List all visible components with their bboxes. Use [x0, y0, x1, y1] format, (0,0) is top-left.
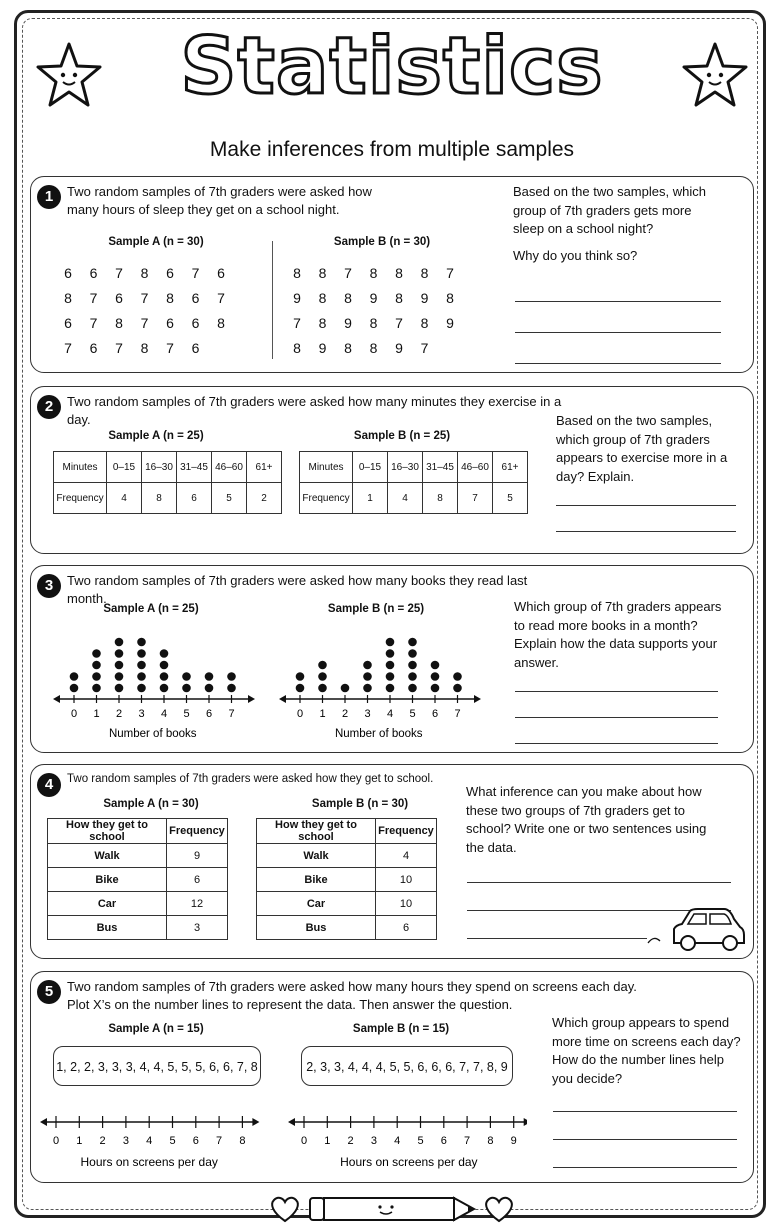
tick-label: 8 [239, 1135, 246, 1147]
tick-label: 4 [160, 708, 168, 720]
answer-line[interactable] [556, 505, 736, 506]
data-dot [92, 661, 101, 670]
data-dot [363, 684, 372, 693]
tick-label: 7 [228, 708, 235, 720]
side-question: Based on the two samples, which group of 7th graders appears to exercise more in a day? Explain. [556, 413, 728, 484]
data-dot [296, 684, 305, 693]
data-value: 9 [395, 340, 403, 356]
sample-b-label: Sample B (n = 15) [352, 1023, 450, 1035]
car-icon [646, 905, 746, 955]
data-dot [431, 661, 440, 670]
data-value: 7 [166, 340, 174, 356]
data-value: 8 [344, 340, 352, 356]
bin-label: 0–15 [353, 452, 388, 483]
data-dot [453, 684, 462, 693]
data-dot [386, 684, 395, 693]
data-value: 7 [293, 315, 301, 331]
sample-a-label: Sample A (n = 25) [108, 430, 204, 442]
data-dot [318, 684, 327, 693]
page-subtitle: Make inferences from multiple samples [209, 138, 575, 161]
sample-b-table [299, 451, 528, 514]
sample-b-label: Sample B (n = 30) [311, 798, 409, 810]
bin-label: 46–60 [458, 452, 493, 483]
frequency-cell: 2 [247, 483, 282, 514]
frequency-cell: 4 [107, 483, 142, 514]
data-dot [92, 649, 101, 658]
answer-line[interactable] [467, 882, 731, 883]
bin-label: 61+ [247, 452, 282, 483]
tick-label: 2 [115, 708, 123, 720]
answer-line[interactable] [553, 1167, 737, 1168]
sample-a-table [47, 818, 228, 940]
tick-label: 3 [138, 708, 145, 720]
data-value: 8 [115, 315, 123, 331]
sample-b-number-line[interactable] [287, 1106, 527, 1176]
bin-label: 16–30 [142, 452, 177, 483]
frequency-cell: 10 [376, 868, 437, 892]
axis-label: Number of books [108, 728, 197, 740]
data-value: 6 [115, 290, 123, 306]
tick-label: 7 [216, 1135, 223, 1147]
data-value: 6 [191, 290, 200, 306]
data-value: 9 [446, 315, 454, 331]
data-dot [115, 684, 124, 693]
tick-label: 7 [454, 708, 461, 720]
data-dot [318, 661, 327, 670]
tick-label: 3 [370, 1135, 377, 1147]
data-dot [386, 649, 395, 658]
mode-label: Bus [257, 916, 376, 940]
tick-label: 4 [394, 1135, 401, 1147]
sample-b-label: Sample B (n = 25) [353, 430, 451, 442]
question-number: 2 [37, 395, 61, 419]
data-dot [296, 672, 305, 681]
frequency-cell: 6 [376, 916, 437, 940]
data-dot [408, 649, 417, 658]
data-dot [160, 672, 169, 681]
data-value: 8 [395, 290, 403, 306]
data-value: 6 [64, 265, 72, 281]
sample-b-table [256, 818, 437, 940]
tick-label: 2 [99, 1135, 106, 1147]
sample-a-dot-plot [31, 621, 271, 746]
frequency-cell: 6 [167, 868, 228, 892]
question-number: 1 [37, 185, 61, 209]
data-dot [341, 684, 350, 693]
mode-label: Bike [48, 868, 167, 892]
frequency-cell: 1 [353, 483, 388, 514]
data-dot [137, 649, 146, 658]
axis-label: Number of books [334, 728, 423, 740]
data-value: 8 [395, 265, 403, 281]
data-value: 8 [318, 265, 327, 281]
frequency-cell: 5 [493, 483, 528, 514]
answer-line[interactable] [553, 1139, 737, 1140]
data-value: 7 [115, 265, 123, 281]
bin-label: 31–45 [423, 452, 458, 483]
data-value: 8 [344, 290, 352, 306]
data-dot [363, 661, 372, 670]
data-dot [115, 661, 124, 670]
question-prompt: Two random samples of 7th graders were asked how many minutes they exercise in a day. [67, 394, 562, 427]
data-dot [408, 672, 417, 681]
question-prompt: Two random samples of 7th graders were asked how many hours of sleep they get on a school night. [67, 184, 372, 217]
mode-label: Bike [257, 868, 376, 892]
answer-line[interactable] [515, 743, 718, 744]
data-value: 9 [344, 315, 352, 331]
mode-label: Walk [48, 844, 167, 868]
tick-label: 6 [440, 1135, 447, 1147]
page-title: Statistics [180, 22, 604, 112]
tick-label: 0 [300, 1135, 308, 1147]
answer-line[interactable] [515, 332, 721, 333]
tick-label: 2 [347, 1135, 354, 1147]
arrow-left [40, 1118, 47, 1126]
data-value: 8 [293, 265, 301, 281]
sample-a-label: Sample A (n = 30) [108, 236, 204, 248]
data-value: 9 [318, 340, 327, 356]
question-5-box [30, 971, 754, 1183]
data-dot [453, 672, 462, 681]
data-dot [137, 638, 146, 647]
data-dot [115, 649, 124, 658]
tick-label: 1 [324, 1135, 331, 1147]
data-value: 8 [318, 290, 327, 306]
tick-label: 6 [192, 1135, 199, 1147]
arrow-right [252, 1118, 259, 1126]
column-header: Frequency [167, 819, 228, 844]
mode-label: Car [257, 892, 376, 916]
answer-line[interactable] [515, 717, 718, 718]
column-header: How they get to school [257, 819, 376, 844]
sample-b-label: Sample B (n = 30) [333, 236, 431, 248]
bin-label: 31–45 [177, 452, 212, 483]
tick-label: 7 [464, 1135, 471, 1147]
data-value: 7 [140, 290, 149, 306]
tick-label: 3 [364, 708, 371, 720]
data-dot [386, 638, 395, 647]
frequency-cell: 8 [423, 483, 458, 514]
data-value: 8 [369, 265, 378, 281]
data-dot [386, 661, 395, 670]
data-dot [182, 672, 191, 681]
sample-a-data: 1, 2, 2, 3, 3, 3, 4, 4, 5, 5, 5, 6, 6, 7, 8 [53, 1046, 261, 1086]
data-value: 7 [191, 265, 200, 281]
mode-label: Walk [257, 844, 376, 868]
data-value: 8 [446, 290, 454, 306]
question-prompt: Two random samples of 7th graders were asked how they get to school. [67, 773, 434, 785]
axis-arrow-left [279, 695, 286, 703]
tick-label: 1 [76, 1135, 83, 1147]
sample-a-label: Sample A (n = 25) [103, 603, 199, 615]
column-header: Frequency [376, 819, 437, 844]
frequency-cell: 4 [376, 844, 437, 868]
bin-label: 0–15 [107, 452, 142, 483]
footer-decoration [268, 1192, 518, 1226]
data-dot [408, 638, 417, 647]
question-2-box [30, 386, 754, 554]
arrow-left [288, 1118, 295, 1126]
tick-label: 3 [122, 1135, 129, 1147]
data-value: 8 [318, 315, 327, 331]
question-prompt-line-1: Two random samples of 7th graders were asked how many hours they spend on screens each day. [67, 979, 637, 994]
side-question: Which group of 7th graders appears to read more books in a month? Explain how the data supports your answer. [514, 599, 722, 670]
answer-line[interactable] [556, 531, 736, 532]
tick-label: 5 [417, 1135, 424, 1147]
answer-line[interactable] [467, 938, 647, 939]
side-question: What inference can you make about how these two groups of 7th graders get to school? Write one or two sentences using the data. [466, 784, 707, 855]
tick-label: 6 [205, 708, 213, 720]
row-header: Frequency [300, 483, 353, 514]
side-question: Based on the two samples, which group of 7th graders gets more sleep on a school night? [513, 184, 706, 236]
question-number: 3 [37, 574, 61, 598]
tick-label: 5 [169, 1135, 176, 1147]
sample-a-number-line[interactable] [39, 1106, 271, 1176]
data-dot [227, 684, 236, 693]
data-value: 8 [140, 265, 149, 281]
data-dot [386, 672, 395, 681]
sample-b-data: 2, 3, 3, 4, 4, 4, 5, 5, 6, 6, 6, 7, 7, 8, 9 [301, 1046, 513, 1086]
frequency-cell: 3 [167, 916, 228, 940]
axis-arrow-left [53, 695, 60, 703]
data-value: 7 [140, 315, 149, 331]
tick-label: 2 [341, 708, 349, 720]
frequency-cell: 6 [177, 483, 212, 514]
tick-label: 5 [409, 708, 416, 720]
tick-label: 9 [510, 1135, 517, 1147]
data-value: 6 [217, 265, 225, 281]
data-value: 6 [89, 265, 98, 281]
axis-label: Hours on screens per day [340, 1155, 478, 1169]
bin-label: 16–30 [388, 452, 423, 483]
data-dot [227, 672, 236, 681]
sample-b-label: Sample B (n = 25) [327, 603, 425, 615]
question-1-box [30, 176, 754, 373]
data-dot [182, 684, 191, 693]
frequency-cell: 5 [212, 483, 247, 514]
question-number: 5 [37, 980, 61, 1004]
side-question: Which group appears to spend more time on screens each day? How do the number lines help you decide? [552, 1015, 741, 1086]
data-value: 9 [369, 290, 378, 306]
data-value: 6 [166, 265, 174, 281]
question-number: 4 [37, 773, 61, 797]
data-value: 7 [64, 340, 72, 356]
data-value: 7 [395, 315, 403, 331]
bin-label: 46–60 [212, 452, 247, 483]
data-value: 9 [420, 290, 429, 306]
sample-a-label: Sample A (n = 15) [108, 1023, 204, 1035]
data-value: 8 [293, 340, 301, 356]
tick-label: 0 [70, 708, 78, 720]
mode-label: Bus [48, 916, 167, 940]
data-value: 7 [420, 340, 429, 356]
tick-label: 8 [487, 1135, 494, 1147]
tick-label: 0 [296, 708, 304, 720]
frequency-cell: 8 [142, 483, 177, 514]
tick-label: 4 [146, 1135, 153, 1147]
question-prompt-line-2: Plot X’s on the number lines to represent the data. Then answer the question. [67, 997, 513, 1012]
sample-a-table [53, 451, 282, 514]
data-value: 9 [293, 290, 301, 306]
data-value: 7 [344, 265, 352, 281]
data-dot [160, 684, 169, 693]
tick-label: 0 [52, 1135, 60, 1147]
data-value: 8 [420, 265, 429, 281]
data-value: 8 [166, 290, 174, 306]
sample-b-dot-plot [257, 621, 497, 746]
data-dot [137, 672, 146, 681]
divider [272, 241, 273, 359]
data-dot [431, 672, 440, 681]
answer-line[interactable] [515, 691, 718, 692]
question-4-box [30, 764, 754, 959]
frequency-cell: 9 [167, 844, 228, 868]
data-value: 8 [420, 315, 429, 331]
data-dot [363, 672, 372, 681]
data-value: 7 [217, 290, 225, 306]
data-dot [431, 684, 440, 693]
data-value: 8 [217, 315, 225, 331]
data-dot [160, 661, 169, 670]
frequency-cell: 10 [376, 892, 437, 916]
data-dot [92, 672, 101, 681]
data-value: 8 [140, 340, 149, 356]
row-header: Minutes [54, 452, 107, 483]
data-dot [408, 684, 417, 693]
arrow-right [524, 1118, 527, 1126]
answer-line[interactable] [553, 1111, 737, 1112]
tick-label: 4 [386, 708, 394, 720]
tick-label: 1 [319, 708, 326, 720]
data-value: 7 [115, 340, 123, 356]
data-value: 7 [89, 290, 98, 306]
axis-arrow-right [248, 695, 255, 703]
data-dot [115, 638, 124, 647]
data-dot [205, 684, 214, 693]
data-value: 8 [64, 290, 72, 306]
data-value: 6 [191, 340, 200, 356]
data-value: 6 [89, 340, 98, 356]
bin-label: 61+ [493, 452, 528, 483]
data-dot [408, 661, 417, 670]
data-dot [137, 661, 146, 670]
tick-label: 6 [431, 708, 439, 720]
data-dot [318, 672, 327, 681]
data-value: 7 [446, 265, 454, 281]
data-dot [137, 684, 146, 693]
data-value: 6 [191, 315, 200, 331]
data-dot [92, 684, 101, 693]
question-prompt: Two random samples of 7th graders were asked how many books they read last month. [67, 573, 528, 606]
tick-label: 1 [93, 708, 100, 720]
data-dot [115, 672, 124, 681]
mode-label: Car [48, 892, 167, 916]
data-value: 6 [64, 315, 72, 331]
row-header: Minutes [300, 452, 353, 483]
row-header: Frequency [54, 483, 107, 514]
data-value: 8 [369, 340, 378, 356]
axis-arrow-right [474, 695, 481, 703]
data-dot [70, 684, 79, 693]
axis-label: Hours on screens per day [80, 1155, 218, 1169]
question-3-box [30, 565, 754, 753]
answer-line[interactable] [515, 363, 721, 364]
data-dot [70, 672, 79, 681]
data-value: 6 [166, 315, 174, 331]
tick-label: 5 [183, 708, 190, 720]
frequency-cell: 7 [458, 483, 493, 514]
frequency-cell: 4 [388, 483, 423, 514]
data-value: 8 [369, 315, 378, 331]
sample-a-label: Sample A (n = 30) [103, 798, 199, 810]
column-header: How they get to school [48, 819, 167, 844]
answer-line[interactable] [515, 301, 721, 302]
data-dot [160, 649, 169, 658]
follow-up-question: Why do you think so? [513, 248, 638, 263]
data-dot [205, 672, 214, 681]
frequency-cell: 12 [167, 892, 228, 916]
data-value: 7 [89, 315, 98, 331]
